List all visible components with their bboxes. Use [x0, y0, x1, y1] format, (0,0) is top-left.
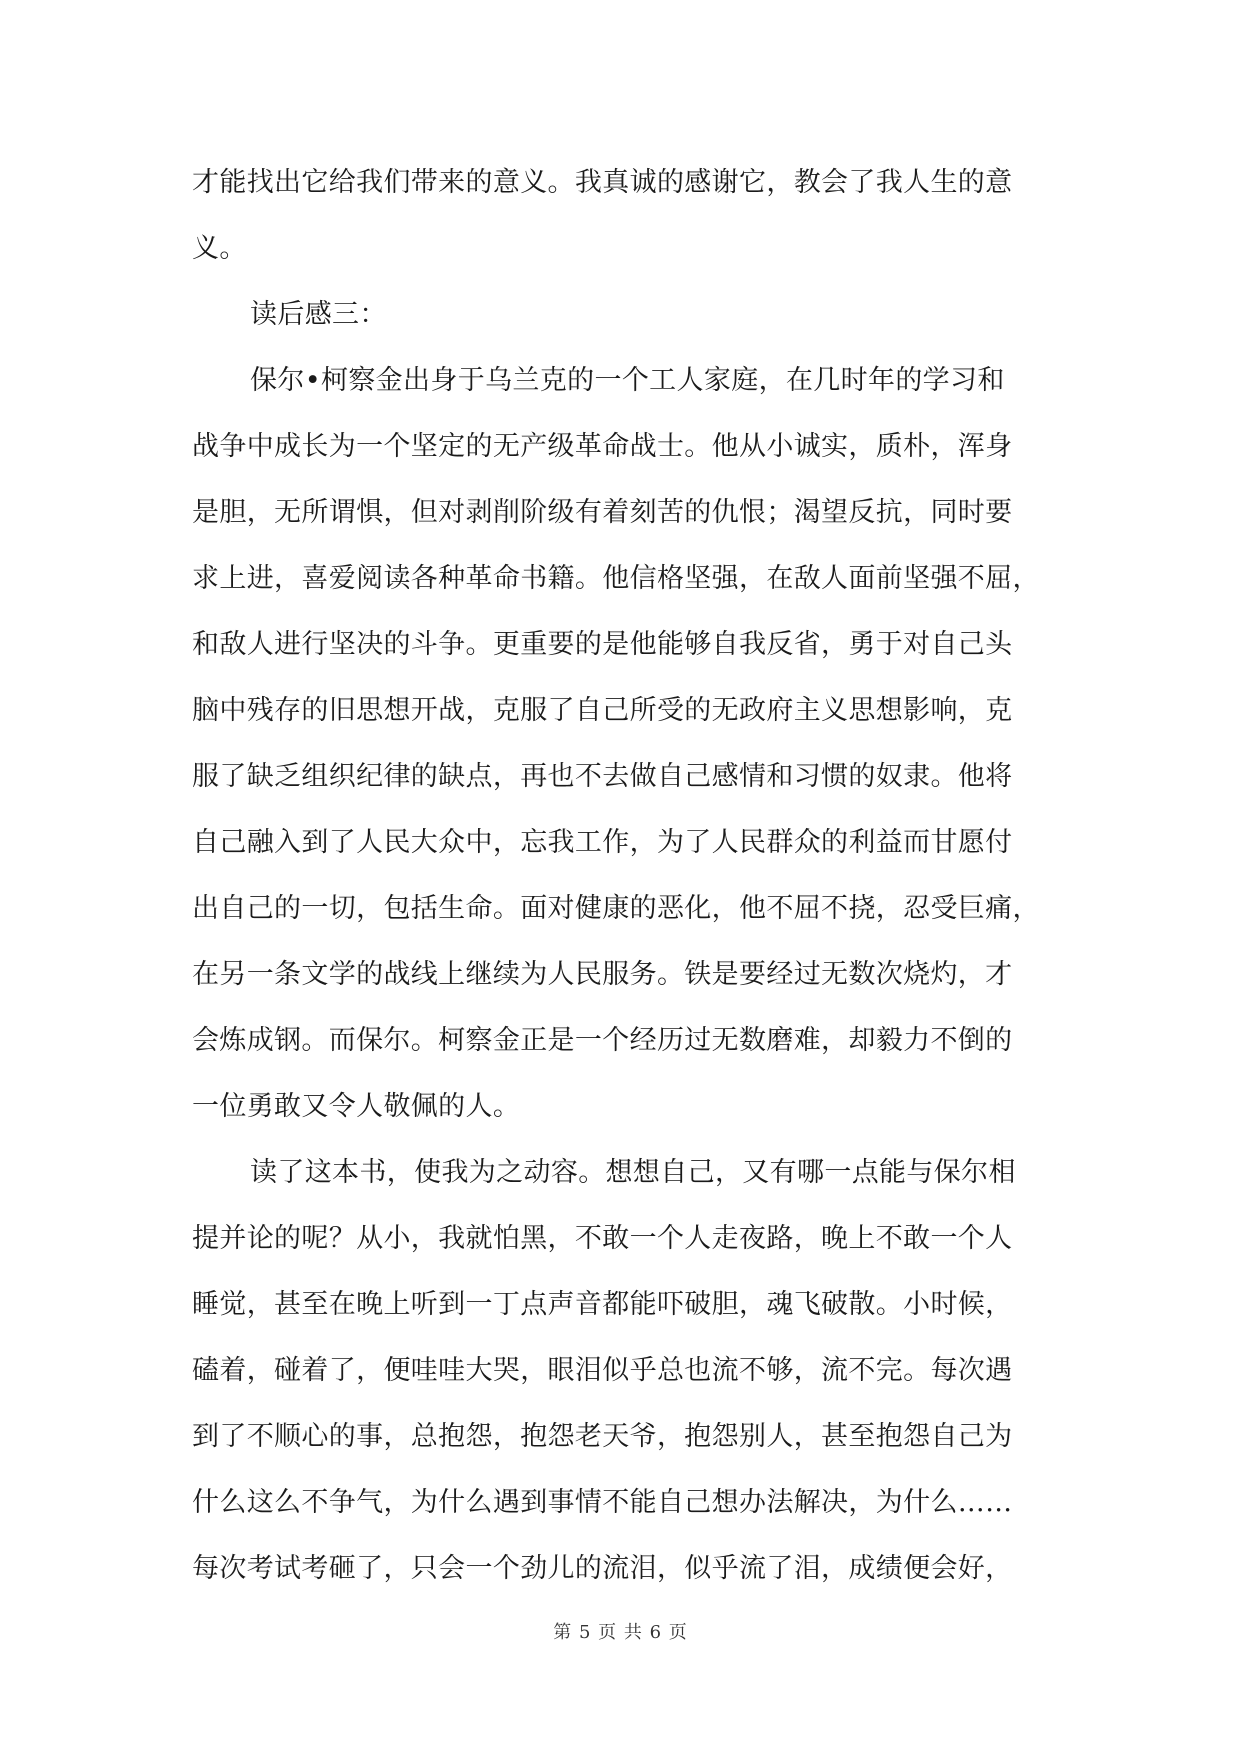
text-line: 到了不顺心的事，总抱怨，抱怨老天爷，抱怨别人，甚至抱怨自己为: [192, 1421, 1013, 1452]
text-line: 磕着，碰着了，便哇哇大哭，眼泪似乎总也流不够，流不完。每次遇: [192, 1355, 1013, 1386]
text-line: 战争中成长为一个坚定的无产级革命战士。他从小诚实，质朴，浑身: [192, 431, 1013, 462]
text-line: 会炼成钢。而保尔。柯察金正是一个经历过无数磨难，却毅力不倒的: [192, 1025, 1013, 1056]
text-line: 自己融入到了人民大众中，忘我工作，为了人民群众的利益而甘愿付: [192, 827, 1013, 858]
text-line: 求上进，喜爱阅读各种革命书籍。他信格坚强，在敌人面前坚强不屈，: [192, 563, 1040, 594]
text-line: 出自己的一切，包括生命。面对健康的恶化，他不屈不挠，忍受巨痛，: [192, 893, 1040, 924]
text-line: 什么这么不争气，为什么遇到事情不能自己想办法解决，为什么……: [192, 1487, 1013, 1518]
page-number-footer: 第 5 页 共 6 页: [553, 1622, 688, 1643]
section-heading: 读后感三：: [250, 299, 387, 330]
text-line: 一位勇敢又令人敬佩的人。: [192, 1091, 521, 1122]
text-line: 在另一条文学的战线上继续为人民服务。铁是要经过无数次烧灼，才: [192, 959, 1013, 990]
text-line: 保尔•柯察金出身于乌兰克的一个工人家庭，在几时年的学习和: [250, 365, 1005, 396]
text-line: 睡觉，甚至在晚上听到一丁点声音都能吓破胆，魂飞破散。小时候，: [192, 1289, 1013, 1320]
text-line: 脑中残存的旧思想开战，克服了自己所受的无政府主义思想影响，克: [192, 695, 1013, 726]
text-line: 才能找出它给我们带来的意义。我真诚的感谢它，教会了我人生的意: [192, 167, 1013, 198]
text-line: 是胆，无所谓惧，但对剥削阶级有着刻苦的仇恨；渴望反抗，同时要: [192, 497, 1013, 528]
text-line: 提并论的呢？从小，我就怕黑，不敢一个人走夜路，晚上不敢一个人: [192, 1223, 1013, 1254]
document-body: [192, 150, 1048, 1602]
text-line: 每次考试考砸了，只会一个劲儿的流泪，似乎流了泪，成绩便会好，: [192, 1553, 1013, 1584]
text-line: 和敌人进行坚决的斗争。更重要的是他能够自我反省，勇于对自己头: [192, 629, 1013, 660]
text-line: 义。: [192, 233, 247, 264]
text-line: 服了缺乏组织纪律的缺点，再也不去做自己感情和习惯的奴隶。他将: [192, 761, 1013, 792]
text-line: 读了这本书，使我为之动容。想想自己，又有哪一点能与保尔相: [250, 1157, 1016, 1188]
